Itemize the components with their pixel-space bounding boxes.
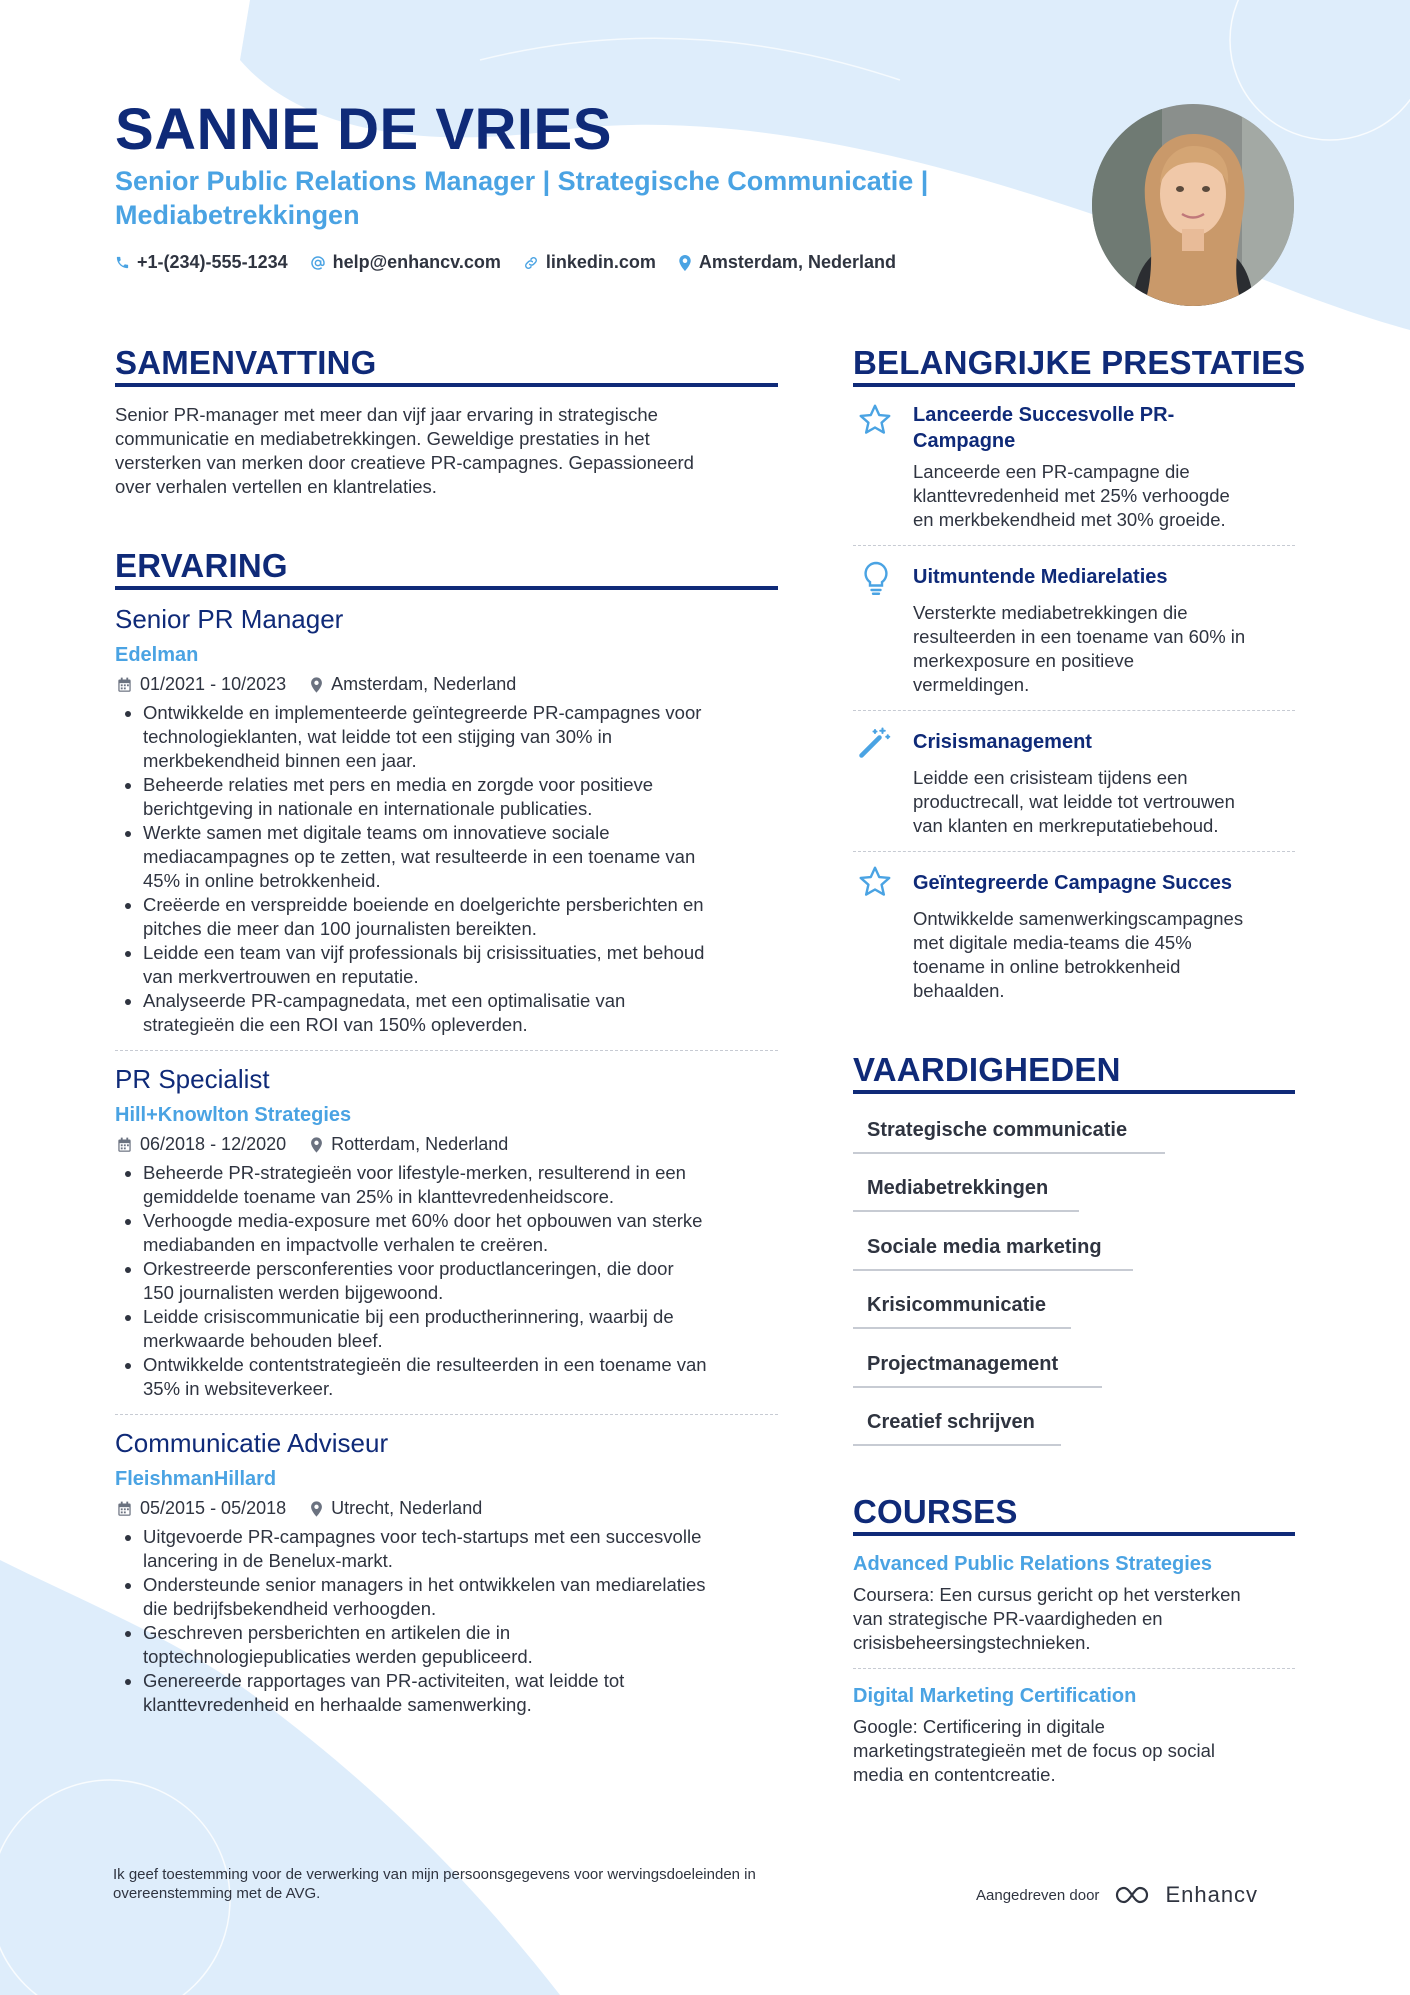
contact-bar <box>115 252 918 273</box>
dates-text: 05/2015 - 05/2018 <box>140 1498 287 1518</box>
dates-text: 06/2018 - 12/2020 <box>140 1134 287 1154</box>
course-description: Google: Certificering in digitale marketingstrategieën met de focus op social media en contentcreatie. <box>853 1716 1215 1785</box>
job-title: Communicatie Adviseur <box>115 1428 389 1458</box>
courses-heading: COURSES <box>853 1493 1018 1530</box>
headline-line: Senior Public Relations Manager | Strategische Communicatie | <box>115 166 929 196</box>
company-name: Edelman <box>115 644 199 666</box>
bullet-item: • Beheerde PR-strategieën voor lifestyle-merken, resulterend in een gemiddelde toename van 25% in klanttevredenheidscore. <box>143 1161 823 1209</box>
job-location <box>310 674 516 695</box>
course-title: Digital Marketing Certification <box>853 1685 1137 1707</box>
bullet-item: • Leidde een team van vijf professionals bij crisissituaties, met behoud van merkvertrouwen en reputatie. <box>143 941 823 989</box>
summary-text <box>115 403 795 499</box>
achievement-description: Ontwikkelde samenwerkingscampagnes met digitale media-teams die 45% toename in online betrokkenheid behaalden. <box>913 908 1244 1001</box>
star-icon <box>857 402 893 438</box>
skill-tag: Sociale media marketing <box>853 1236 1133 1271</box>
job-bullets <box>115 1525 823 1717</box>
section-rule <box>853 1532 1295 1536</box>
skill-tag: Projectmanagement <box>853 1353 1102 1388</box>
summary-heading: SAMENVATTING <box>115 344 377 381</box>
achievement-description: Versterkte mediabetrekkingen die resulteerden in een toename van 60% in merkexposure en positieve vermeldingen. <box>913 602 1246 695</box>
at-icon <box>310 255 326 271</box>
candidate-headline <box>115 164 1015 232</box>
powered-by-label: Aangedreven door <box>976 1886 1100 1904</box>
skills-heading: VAARDIGHEDEN <box>853 1051 1121 1088</box>
job-dates <box>117 1134 286 1155</box>
location-text: Amsterdam, Nederland <box>698 252 896 272</box>
bullet-item: • Beheerde relaties met pers en media en zorgde voor positieve berichtgeving in nationale en internationale publicaties. <box>143 773 823 821</box>
calendar-icon <box>117 677 132 693</box>
contact-phone[interactable] <box>115 252 288 273</box>
profile-photo <box>1092 104 1294 306</box>
location-pin-icon <box>310 677 323 693</box>
job-title: PR Specialist <box>115 1064 270 1094</box>
job-bullets <box>115 1161 823 1401</box>
achievement-divider <box>853 851 1295 852</box>
bullet-item: • Leidde crisiscommunicatie bij een productherinnering, waarbij de merkwaarde behouden bleef. <box>143 1305 823 1353</box>
achievements-heading: BELANGRIJKE PRESTATIES <box>853 344 1306 381</box>
location-pin-icon <box>310 1501 323 1517</box>
section-rule <box>853 383 1295 387</box>
location-text: Amsterdam, Nederland <box>331 674 517 694</box>
lightbulb-icon <box>858 560 894 596</box>
course-divider <box>853 1668 1295 1669</box>
enhancv-logo-icon <box>1111 1883 1159 1907</box>
bullet-item: • Werkte samen met digitale teams om innovatieve sociale mediacampagnes op te zetten, wat resulteerde in een toename van 45% in online betrokkenheid. <box>143 821 823 893</box>
powered-by[interactable] <box>976 1882 1258 1908</box>
summary-line: versterken van merken door creatieve PR-campagnes. Gepassioneerd <box>115 452 694 473</box>
job-dates <box>117 674 286 695</box>
summary-line: communicatie en mediabetrekkingen. Geweldige prestaties in het <box>115 428 650 449</box>
phone-text: +1-(234)-555-1234 <box>137 252 288 272</box>
website-text: linkedin.com <box>545 252 656 272</box>
brand-name: Enhancv <box>1165 1882 1259 1907</box>
bullet-item: • Uitgevoerde PR-campagnes voor tech-startups met een succesvolle lancering in de Benelux-markt. <box>143 1525 823 1573</box>
achievement-title: Uitmuntende Mediarelaties <box>913 566 1168 588</box>
section-rule <box>115 383 778 387</box>
course-description: Coursera: Een cursus gericht op het versterken van strategische PR-vaardigheden en crisisbeheersingstechnieken. <box>853 1584 1241 1653</box>
gdpr-consent-note: Ik geef toestemming voor de verwerking van mijn persoonsgegevens voor wervingsdoeleinden in overeenstemming met de AVG. <box>113 1866 756 1902</box>
bullet-item: • Verhoogde media-exposure met 60% door het opbouwen van sterke mediabanden en impactvolle verhalen te creëren. <box>143 1209 823 1257</box>
location-pin-icon <box>678 255 692 271</box>
experience-heading: ERVARING <box>115 547 288 584</box>
summary-line: Senior PR-manager met meer dan vijf jaar ervaring in strategische <box>115 404 658 425</box>
achievement-divider <box>853 545 1295 546</box>
achievement-title: Geïntegreerde Campagne Succes <box>913 872 1233 894</box>
calendar-icon <box>117 1501 132 1517</box>
section-rule <box>853 1090 1295 1094</box>
job-title: Senior PR Manager <box>115 604 344 634</box>
job-divider <box>115 1050 778 1051</box>
headline-line: Mediabetrekkingen <box>115 200 360 230</box>
phone-icon <box>115 255 130 270</box>
calendar-icon <box>117 1137 132 1153</box>
achievement-description: Leidde een crisisteam tijdens een productrecall, wat leidde tot vertrouwen van klanten en merkreputatiebehoud. <box>913 767 1235 836</box>
achievement-title: Lanceerde Succesvolle PR- Campagne <box>913 404 1175 452</box>
contact-location <box>678 252 896 273</box>
contact-email[interactable] <box>310 252 501 273</box>
location-pin-icon <box>310 1137 323 1153</box>
star-icon <box>857 864 893 900</box>
bullet-item: • Analyseerde PR-campagnedata, met een optimalisatie van strategieën die een ROI van 150% opleverden. <box>143 989 823 1037</box>
job-meta <box>117 674 540 695</box>
company-name: FleishmanHillard <box>115 1468 277 1490</box>
link-icon <box>523 255 539 271</box>
skill-tag: Creatief schrijven <box>853 1411 1061 1446</box>
bullet-item: • Ontwikkelde contentstrategieën die resulteerden in een toename van 35% in websiteverkeer. <box>143 1353 823 1401</box>
company-name: Hill+Knowlton Strategies <box>115 1104 352 1126</box>
email-text: help@enhancv.com <box>332 252 501 272</box>
job-location <box>310 1134 508 1155</box>
job-location <box>310 1498 482 1519</box>
job-meta <box>117 1498 506 1519</box>
candidate-name: SANNE DE VRIES <box>115 97 612 162</box>
bullet-item: • Geschreven persberichten en artikelen die in toptechnologiepublicaties werden gepubliceerd. <box>143 1621 823 1669</box>
job-meta <box>117 1134 532 1155</box>
achievement-title: Crisismanagement <box>913 731 1092 753</box>
course-title: Advanced Public Relations Strategies <box>853 1553 1212 1575</box>
magic-wand-icon <box>857 724 893 760</box>
summary-line: over verhalen vertellen en klantrelaties. <box>115 476 437 497</box>
skill-tag: Mediabetrekkingen <box>853 1177 1079 1212</box>
section-rule <box>115 586 778 590</box>
achievement-divider <box>853 710 1295 711</box>
bullet-item: • Creëerde en verspreidde boeiende en doelgerichte persberichten en pitches die meer dan 100 journalisten bereikten. <box>143 893 823 941</box>
bullet-item: • Ondersteunde senior managers in het ontwikkelen van mediarelaties die bedrijfsbekendheid verhoogden. <box>143 1573 823 1621</box>
skill-tag: Krisicommunicatie <box>853 1294 1071 1329</box>
job-dates <box>117 1498 286 1519</box>
contact-website[interactable] <box>523 252 656 273</box>
job-divider <box>115 1414 778 1415</box>
location-text: Rotterdam, Nederland <box>331 1134 509 1154</box>
bullet-item: • Ontwikkelde en implementeerde geïntegreerde PR-campagnes voor technologieklanten, wat leidde tot een stijging van 30% in merkbekendheid binnen een jaar. <box>143 701 823 773</box>
bullet-item: • Orkestreerde persconferenties voor productlanceringen, die door 150 journalisten werden bijgewoond. <box>143 1257 823 1305</box>
location-text: Utrecht, Nederland <box>331 1498 483 1518</box>
job-bullets <box>115 701 823 1037</box>
skill-tag: Strategische communicatie <box>853 1119 1165 1154</box>
dates-text: 01/2021 - 10/2023 <box>140 674 287 694</box>
achievement-description: Lanceerde een PR-campagne die klanttevredenheid met 25% verhoogde en merkbekendheid met 30% groeide. <box>913 461 1230 530</box>
bullet-item: • Genereerde rapportages van PR-activiteiten, wat leidde tot klanttevredenheid en herhaalde samenwerking. <box>143 1669 823 1717</box>
